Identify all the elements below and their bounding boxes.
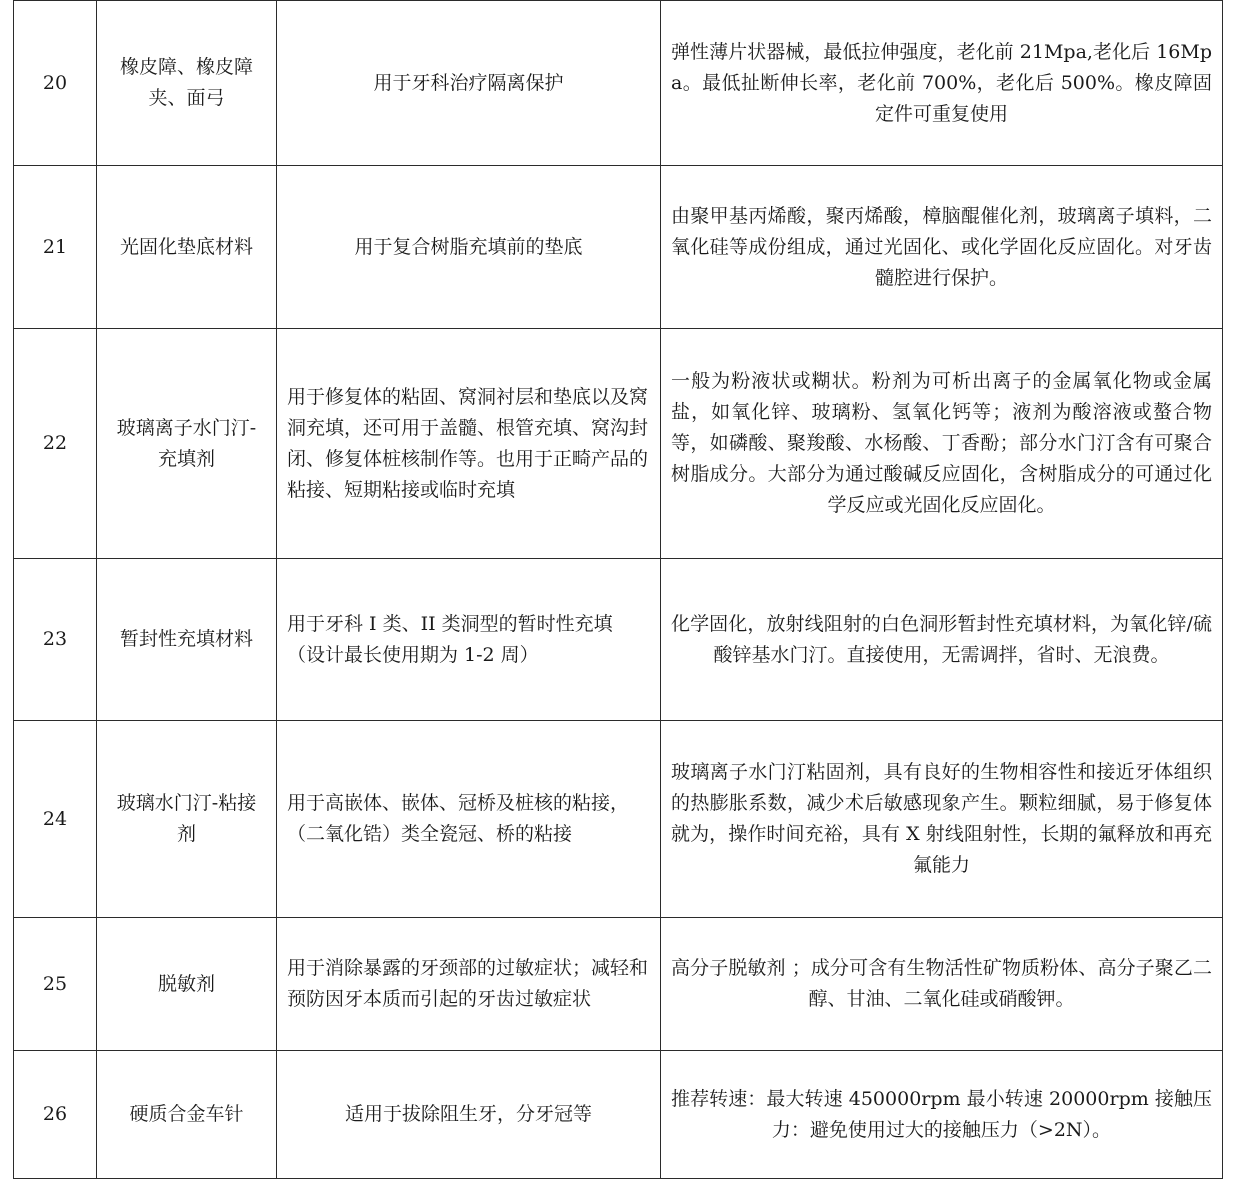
product-description: 推荐转速：最大转速 450000rpm 最小转速 20000rpm 接触压力：避免使用过大的接触压力（>2N）。 <box>661 1051 1223 1179</box>
table-row <box>14 1051 1223 1179</box>
product-use: 用于消除暴露的牙颈部的过敏症状；减轻和预防因牙本质而引起的牙齿过敏症状 <box>277 918 661 1051</box>
row-number: 20 <box>14 1 97 166</box>
product-name: 光固化垫底材料 <box>97 166 277 329</box>
product-description: 高分子脱敏剂 ；成分可含有生物活性矿物质粉体、高分子聚乙二醇、甘油、二氧化硅或硝酸钾。 <box>661 918 1223 1051</box>
product-name: 硬质合金车针 <box>97 1051 277 1179</box>
product-use: 用于修复体的粘固、窝洞衬层和垫底以及窝洞充填，还可用于盖髓、根管充填、窝沟封闭、修复体桩核制作等。也用于正畸产品的粘接、短期粘接或临时充填 <box>277 329 661 559</box>
row-number: 22 <box>14 329 97 559</box>
product-name: 脱敏剂 <box>97 918 277 1051</box>
row-number: 24 <box>14 721 97 918</box>
table-row <box>14 918 1223 1051</box>
product-use: 适用于拔除阻生牙，分牙冠等 <box>277 1051 661 1179</box>
product-use: 用于复合树脂充填前的垫底 <box>277 166 661 329</box>
table-row <box>14 166 1223 329</box>
product-description: 玻璃离子水门汀粘固剂，具有良好的生物相容性和接近牙体组织的热膨胀系数，减少术后敏感现象产生。颗粒细腻，易于修复体就为，操作时间充裕，具有 X 射线阻射性，长期的氟释放和再充氟能力 <box>661 721 1223 918</box>
product-spec-table <box>13 0 1223 1179</box>
row-number: 23 <box>14 559 97 721</box>
product-name: 玻璃水门汀-粘接剂 <box>97 721 277 918</box>
product-description: 由聚甲基丙烯酸，聚丙烯酸，樟脑醌催化剂，玻璃离子填料，二氧化硅等成份组成，通过光固化、或化学固化反应固化。对牙齿髓腔进行保护。 <box>661 166 1223 329</box>
row-number: 26 <box>14 1051 97 1179</box>
table-row <box>14 329 1223 559</box>
product-name: 玻璃离子水门汀-充填剂 <box>97 329 277 559</box>
row-number: 21 <box>14 166 97 329</box>
table-row <box>14 1 1223 166</box>
product-use: 用于高嵌体、嵌体、冠桥及桩核的粘接，（二氧化锆）类全瓷冠、桥的粘接 <box>277 721 661 918</box>
product-description: 化学固化，放射线阻射的白色洞形暂封性充填材料，为氧化锌/硫酸锌基水门汀。直接使用，无需调拌，省时、无浪费。 <box>661 559 1223 721</box>
product-description: 一般为粉液状或糊状。粉剂为可析出离子的金属氧化物或金属盐，如氧化锌、玻璃粉、氢氧化钙等；液剂为酸溶液或螯合物等，如磷酸、聚羧酸、水杨酸、丁香酚；部分水门汀含有可聚合树脂成分。大部分为通过酸碱反应固化，含树脂成分的可通过化学反应或光固化反应固化。 <box>661 329 1223 559</box>
row-number: 25 <box>14 918 97 1051</box>
table-row <box>14 559 1223 721</box>
product-name: 暂封性充填材料 <box>97 559 277 721</box>
product-use: 用于牙科 I 类、II 类洞型的暂时性充填（设计最长使用期为 1-2 周） <box>277 559 661 721</box>
product-use: 用于牙科治疗隔离保护 <box>277 1 661 166</box>
product-name: 橡皮障、橡皮障夹、面弓 <box>97 1 277 166</box>
product-description: 弹性薄片状器械，最低拉伸强度，老化前 21Mpa,老化后 16Mpa。最低扯断伸长率，老化前 700%，老化后 500%。橡皮障固定件可重复使用 <box>661 1 1223 166</box>
table-row <box>14 721 1223 918</box>
